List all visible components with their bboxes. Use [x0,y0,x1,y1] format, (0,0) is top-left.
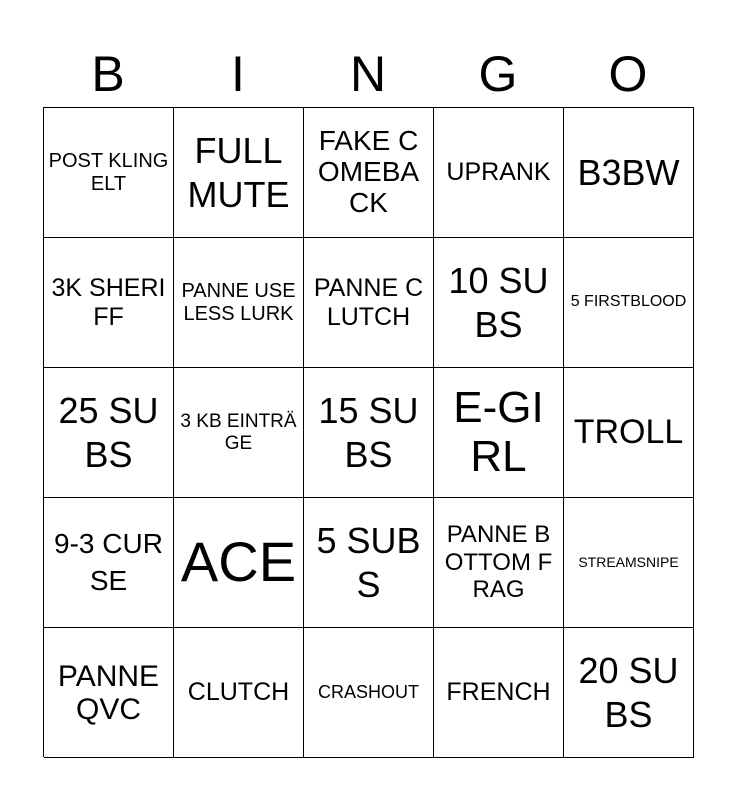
cell-text: POST KLINGELT [48,149,169,195]
header-letter-i: I [231,46,245,102]
cell-text: PANNE USELESS LURK [181,279,296,325]
bingo-cell-r5c2[interactable] [174,628,304,758]
bingo-header [43,40,693,108]
cell-text: STREAMSNIPE [578,554,679,571]
bingo-cell-r4c1[interactable] [44,498,174,628]
cell-text: TROLL [573,413,684,452]
cell-text: 10 SUBS [448,260,549,345]
header-letter-o: O [608,46,648,102]
cell-text: 25 SUBS [58,390,159,475]
cell-text: FULL MUTE [187,130,290,215]
bingo-cell-r2c5[interactable] [564,238,694,368]
cell-text: CLUTCH [187,678,290,707]
cell-text: B3BW [577,151,680,193]
bingo-cell-r3c1[interactable] [44,368,174,498]
cell-text: 3 KB EINTRÄGE [180,410,297,454]
bingo-cell-r5c3[interactable] [304,628,434,758]
cell-text: 15 SUBS [318,390,419,475]
bingo-cell-r3c2[interactable] [174,368,304,498]
bingo-grid [43,107,694,757]
cell-text: 5 FIRSTBLOOD [570,293,687,311]
bingo-cell-r2c3[interactable] [304,238,434,368]
cell-text: UPRANK [446,158,551,187]
bingo-cell-r1c4[interactable] [434,108,564,238]
cell-text: PANNE BOTTOM FRAG [444,521,553,604]
bingo-cell-r1c3[interactable] [304,108,434,238]
cell-text: 3K SHERIFF [51,273,166,331]
bingo-cell-r1c5[interactable] [564,108,694,238]
cell-text: CRASHOUT [317,682,419,703]
bingo-cell-r4c2[interactable] [174,498,304,628]
cell-text: 9-3 CURSE [54,528,163,596]
bingo-cell-r4c3[interactable] [304,498,434,628]
bingo-cell-r4c5[interactable] [564,498,694,628]
bingo-cell-r3c5[interactable] [564,368,694,498]
bingo-cell-r5c5[interactable] [564,628,694,758]
cell-text: FAKE COMEBACK [317,125,420,218]
cell-text: E-GIRL [453,383,544,481]
cell-text: 5 SUBS [316,520,421,605]
bingo-cell-r3c3[interactable] [304,368,434,498]
cell-text: 20 SUBS [578,650,679,735]
header-letter-b: B [91,46,125,102]
cell-text: PANNE CLUTCH [313,273,424,331]
bingo-cell-r3c4[interactable] [434,368,564,498]
bingo-cell-r4c4[interactable] [434,498,564,628]
cell-text: ACE [180,530,297,594]
header-letter-g: G [478,46,518,102]
bingo-cell-r1c1[interactable] [44,108,174,238]
header-letter-n: N [349,46,387,102]
bingo-cell-r2c2[interactable] [174,238,304,368]
cell-text: FRENCH [446,678,551,707]
bingo-cell-r2c1[interactable] [44,238,174,368]
bingo-cell-r2c4[interactable] [434,238,564,368]
bingo-cell-r1c2[interactable] [174,108,304,238]
bingo-cell-r5c1[interactable] [44,628,174,758]
cell-text: PANNE QVC [57,659,160,726]
bingo-cell-r5c4[interactable] [434,628,564,758]
